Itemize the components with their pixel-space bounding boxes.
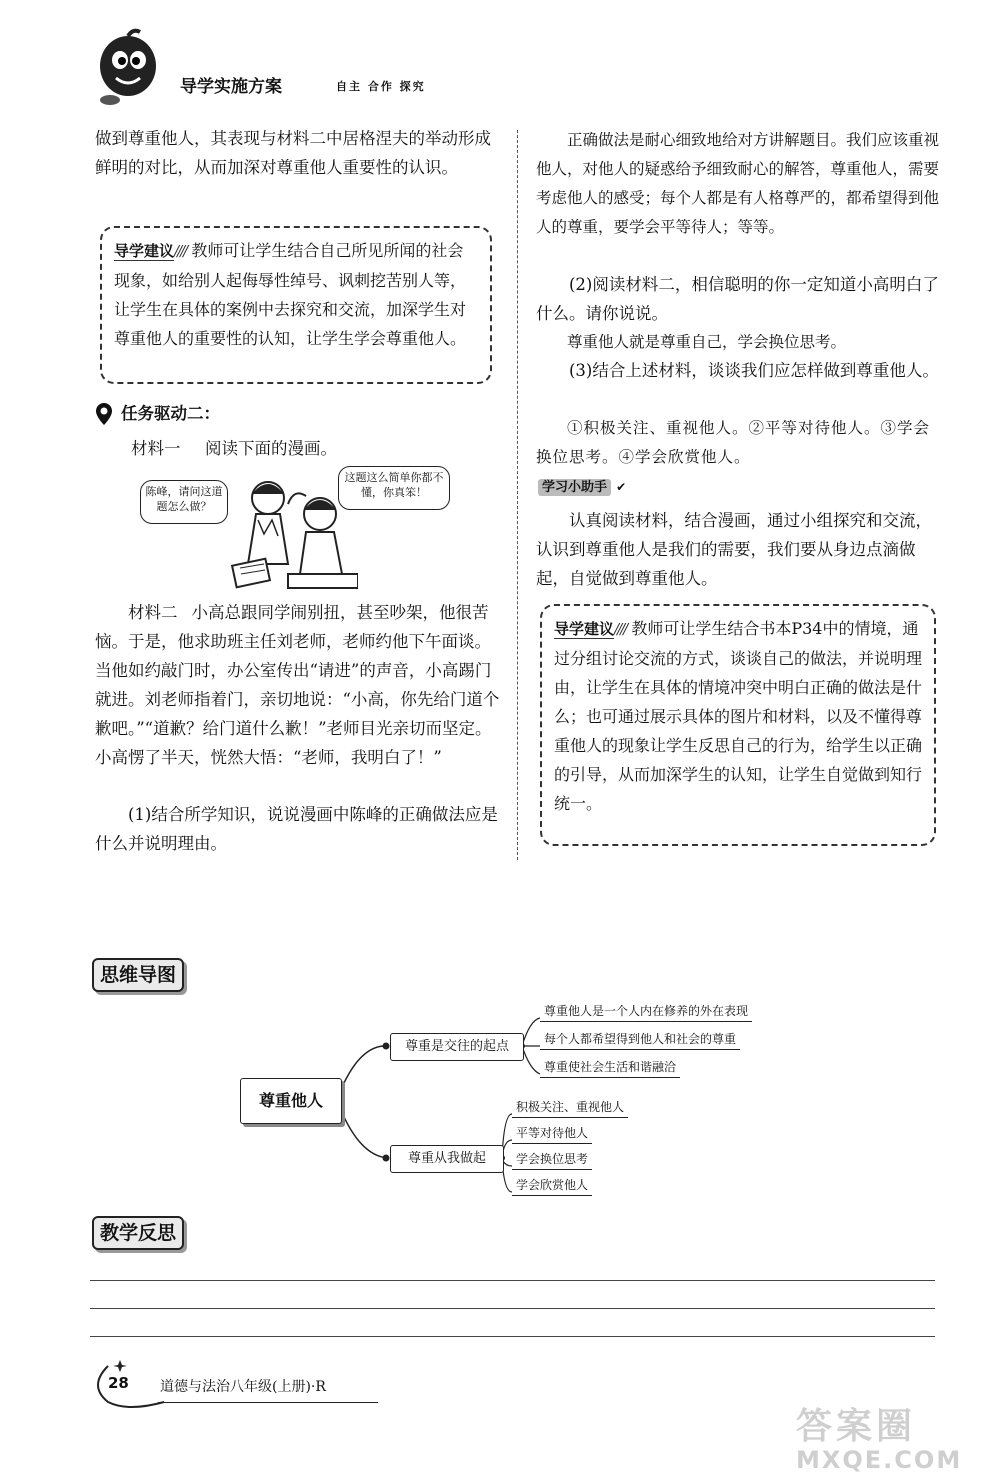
answer-3: ①积极关注、重视他人。②平等对待他人。③学会换位思考。④学会欣赏他人。 [536, 419, 931, 466]
guide-box-2 [540, 604, 936, 846]
page-number: 28 [108, 1374, 129, 1392]
question-1: (1)结合所学知识，说说漫画中陈峰的正确做法应是什么并说明理由。 [95, 805, 498, 853]
mindmap-leaf-2-2: 平等对待他人 [512, 1124, 592, 1144]
material1-text: 阅读下面的漫画。 [205, 439, 337, 458]
guide-text-2: 教师可让学生结合书本P34中的情境，通过分组讨论交流的方式，谈谈自己的做法，并说明理由，让学生在具体的情境冲突中明白正确的做法是什么；也可通过展示具体的图片和材料，以及不懂得尊重他人的现象让学生反思自己的行为，给学生以正确的引导，从而加深学生的认知，让学生自觉做到知行统一。 [554, 619, 923, 813]
helper-tag-label: 学习小助手 [538, 479, 611, 496]
mindmap-leaf-1-2: 每个人都希望得到他人和社会的尊重 [540, 1030, 740, 1050]
watermark-logo-text: 答案圈 [796, 1406, 917, 1447]
material1-line [131, 434, 337, 463]
mindmap-leaf-1-1: 尊重他人是一个人内在修养的外在表现 [540, 1002, 752, 1022]
question-2: (2)阅读材料二，相信聪明的你一定知道小高明白了什么。请你说说。 [536, 275, 939, 323]
watermark-url: MXQE.COM [796, 1446, 963, 1474]
footer [88, 1356, 408, 1416]
mindmap-leaf-1-3: 尊重使社会生活和谐融洽 [540, 1058, 680, 1078]
header-title: 导学实施方案 [180, 77, 282, 97]
guide-box-1 [100, 226, 492, 384]
comic-bubble-left: 陈峰，请问这道题怎么做？ [140, 480, 228, 524]
watermark [790, 1398, 990, 1478]
guide-text-1: 教师可让学生结合自己所见所闻的社会现象，如给别人起侮辱性绰号、讽刺挖苦别人等，让学生在具体的案例中去探究和交流，加深学生对尊重他人的重要性的认知，让学生学会尊重他人。 [114, 241, 467, 348]
reflection-line-3 [90, 1336, 935, 1337]
guide-tag-1: 导学建议 [114, 242, 175, 260]
mindmap-connectors [0, 990, 1000, 1210]
comic-bubble-right: 这题这么简单你都不懂，你真笨！ [338, 466, 450, 510]
question-3: (3)结合上述材料，谈谈我们应怎样做到尊重他人。 [569, 361, 939, 380]
column-divider [517, 130, 518, 860]
mindmap-branch-1: 尊重是交往的起点 [390, 1033, 524, 1061]
footer-underline [158, 1402, 378, 1403]
mindmap-leaf-2-1: 积极关注、重视他人 [512, 1098, 628, 1118]
guide-slash-icon-2: //// [614, 620, 627, 638]
location-pin-icon [95, 402, 113, 426]
reflection-line-1 [90, 1280, 935, 1281]
helper-tag [538, 476, 626, 498]
left-intro-paragraph: 做到尊重他人，其表现与材料二中居格涅夫的举动形成鲜明的对比，从而加深对尊重他人重要性的认识。 [95, 129, 491, 177]
guide-tag-2: 导学建议 [554, 620, 615, 638]
mindmap-root: 尊重他人 [240, 1078, 342, 1124]
task-title: 任务驱动二： [121, 404, 220, 423]
material1-label: 材料一 [131, 439, 181, 458]
material2-text: 小高总跟同学闹别扭，甚至吵架，他很苦恼。于是，他求助班主任刘老师，老师约他下午面谈。当他如约敲门时，办公室传出“请进”的声音，小高踢门就进。刘老师指着门，亲切地说：“小高，你先给门道个歉吧。”“道歉？给门道什么歉！”老师目光亲切而坚定。小高愣了半天，恍然大悟：“老师，我明白了！” [95, 603, 500, 767]
answer-1: 正确做法是耐心细致地给对方讲解题目。我们应该重视他人，对他人的疑惑给予细致耐心的解答，尊重他人，需要考虑他人的感受；每个人都是有人格尊严的，都希望得到他人的尊重，要学会平等待人；等等。 [536, 131, 940, 236]
header-subtitle: 自主 合作 探究 [336, 80, 426, 93]
answer-2: 尊重他人就是尊重自己，学会换位思考。 [567, 333, 847, 351]
book-title: 道德与法治八年级(上册)·R [160, 1379, 326, 1395]
mindmap [0, 990, 1000, 1210]
mindmap-leaf-2-3: 学会换位思考 [512, 1150, 592, 1170]
material2-paragraph [95, 598, 501, 772]
material2-label: 材料二 [128, 603, 178, 622]
reflection-section-label: 教学反思 [92, 1216, 184, 1250]
helper-arrow-icon: ✔ [616, 480, 627, 494]
helper-text: 认真阅读材料，结合漫画，通过小组探究和交流，认识到尊重他人是我们的需要，我们要从身边点滴做起，自觉做到尊重他人。 [536, 511, 932, 588]
mascot-icon [88, 28, 168, 108]
comic-figures-image [228, 474, 358, 592]
mindmap-section-label: 思维导图 [92, 958, 184, 992]
mindmap-leaf-2-4: 学会欣赏他人 [512, 1176, 592, 1196]
mindmap-branch-2: 尊重从我做起 [390, 1145, 504, 1173]
guide-slash-icon: //// [174, 242, 187, 260]
header [88, 28, 488, 118]
comic-illustration [140, 466, 470, 591]
reflection-line-2 [90, 1308, 935, 1309]
